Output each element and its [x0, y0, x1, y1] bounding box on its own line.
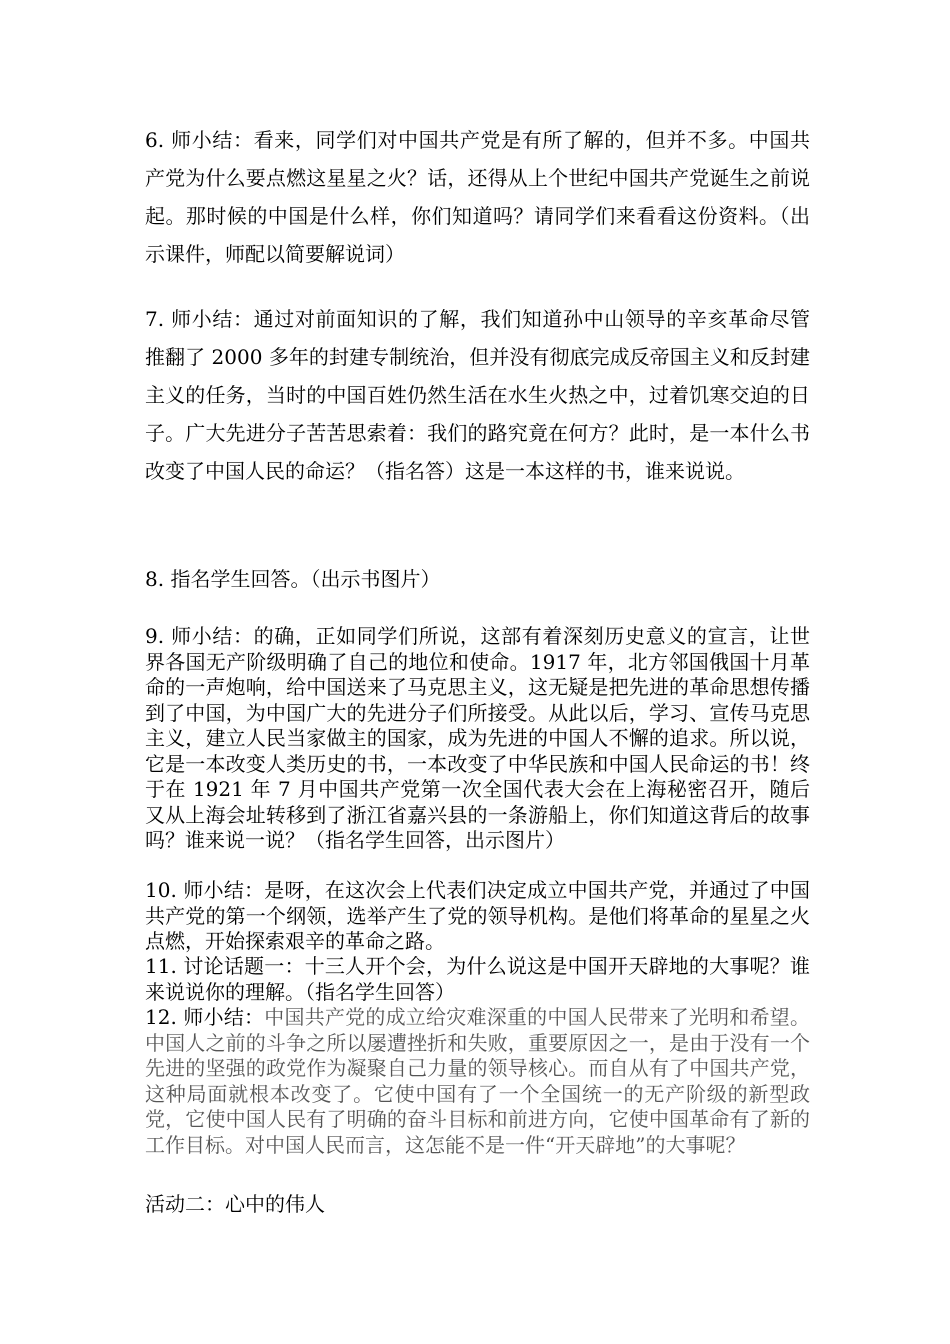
paragraph-9: 9. 师小结：的确，正如同学们所说，这部有着深刻历史意义的宣言，让世界各国无产阶级明确了自己的地位和使命。1917 年，北方邻国俄国十月革命的一声炮响，给中国送来了马克思主义，这无疑是把先进的革命思想传播到了中国，为中国广大的先进分子们所接受。从此以后，学习、宣传马克思主义，建立人民当家做主的国家，成为先进的中国人不懈的追求。所以说，它是一本改变人类历史的书，一本改变了中华民族和中国人民命运的书！终于在 1921 年 7 月中国共产党第一次全国代表大会在上海秘密召开，随后又从上海会址转移到了浙江省嘉兴县的一条游船上，你们知道这背后的故事吗？谁来说一说？（指名学生回答，出示图片）	[145, 624, 810, 852]
paragraph-12	[145, 1005, 810, 1158]
paragraph-6: 6. 师小结：看来，同学们对中国共产党是有所了解的，但并不多。中国共产党为什么要点燃这星星之火？话，还得从上个世纪中国共产党诞生之前说起。那时候的中国是什么样，你们知道吗？请同学们来看看这份资料。（出示课件，师配以简要解说词）	[145, 128, 810, 266]
paragraph-12-body: 中国共产党的成立给灾难深重的中国人民带来了光明和希望。中国人之前的斗争之所以屡遭挫折和失败，重要原因之一，是由于没有一个先进的坚强的政党作为凝聚自己力量的领导核心。而自从有了中国共产党，这种局面就根本改变了。它使中国有了一个全国统一的无产阶级的新型政党，它使中国人民有了明确的奋斗目标和前进方向，它使中国革命有了新的工作目标。对中国人民而言，这怎能不是一件“开天辟地”的大事呢？	[145, 1005, 810, 1157]
activity-2-heading: 活动二：心中的伟人	[145, 1192, 325, 1216]
paragraph-11: 11. 讨论话题一：十三人开个会，为什么说这是中国开天辟地的大事呢？谁来说说你的理解。（指名学生回答）	[145, 954, 810, 1004]
paragraph-12-lead: 12. 师小结：	[145, 1005, 265, 1029]
paragraph-10: 10. 师小结：是呀，在这次会上代表们决定成立中国共产党，并通过了中国共产党的第一个纲领，选举产生了党的领导机构。是他们将革命的星星之火点燃，开始探索艰辛的革命之路。	[145, 878, 810, 953]
paragraph-8: 8. 指名学生回答。（出示书图片）	[145, 567, 441, 591]
paragraph-7: 7. 师小结：通过对前面知识的了解，我们知道孙中山领导的辛亥革命尽管推翻了 2000 多年的封建专制统治，但并没有彻底完成反帝国主义和反封建主义的任务，当时的中国百姓仍然生活在水生火热之中，过着饥寒交迫的日子。广大先进分子苦苦思索着：我们的路究竟在何方？此时，是一本什么书改变了中国人民的命运？（指名答）这是一本这样的书，谁来说说。	[145, 307, 810, 483]
